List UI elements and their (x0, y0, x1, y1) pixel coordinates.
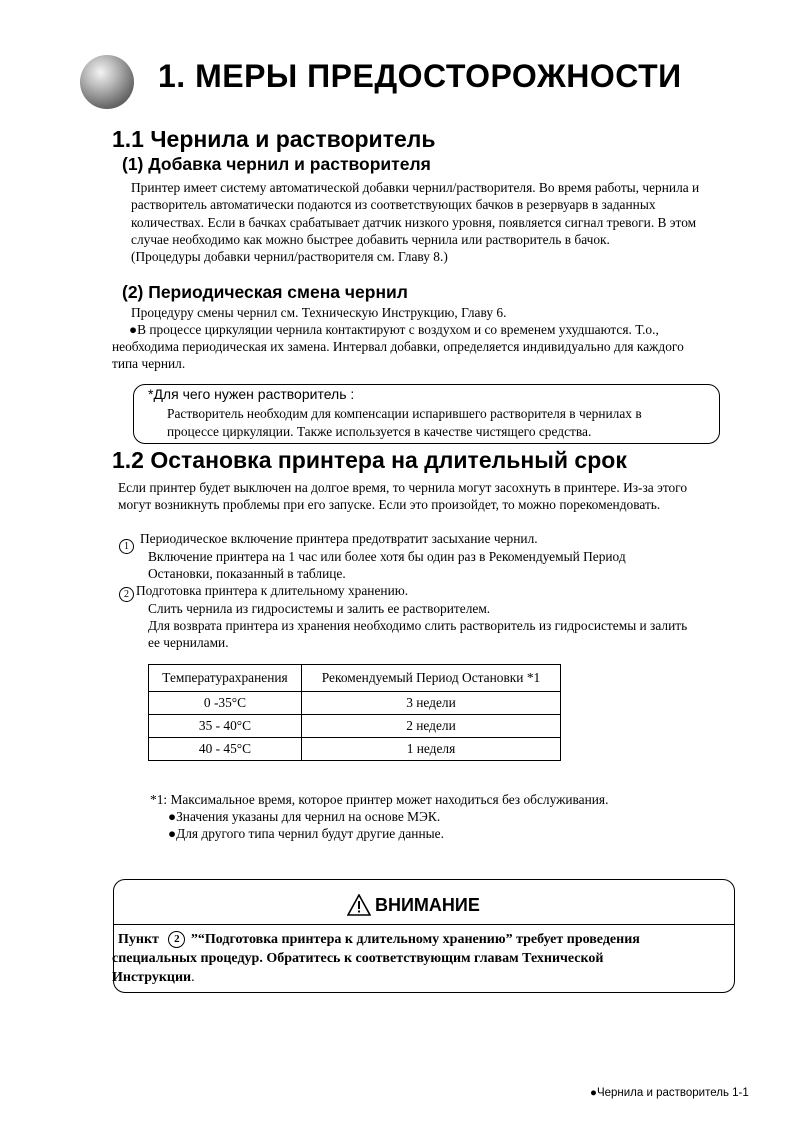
chapter-ball-icon (80, 55, 134, 109)
page-title: 1. МЕРЫ ПРЕДОСТОРОЖНОСТИ (158, 58, 682, 94)
subsection-2-line-4: типа чернил. (112, 356, 186, 371)
item-1-line-2: Остановки, показанный в таблице. (148, 566, 346, 581)
table-header-row (149, 665, 561, 692)
subsection-2-line-1: Процедуру смены чернил см. Техническую Инструкцию, Главу 6. (131, 305, 507, 320)
section-1-1-title: 1.1 Чернила и растворитель (112, 126, 436, 152)
warning-line-3-text: Инструкции (112, 970, 192, 985)
text-line: количествах. Если в бачках срабатывает датчик низкого уровня, появляется сигнал тревоги. В этом (131, 214, 697, 230)
table-row (149, 692, 561, 715)
text-line: растворитель автоматически подаются из соответствующих бачков в резервуарв в заданных (131, 197, 656, 213)
table-cell-temperature: 35 - 40°C (149, 715, 302, 738)
item-2-title: Подготовка принтера к длительному хранению. (136, 583, 409, 598)
warning-prefix: Пункт (118, 932, 159, 947)
item-2-line-2: Для возврата принтера из хранения необходимо слить растворитель из гидросистемы и залить (148, 618, 688, 633)
table-header-temperature: Температурахранения (149, 665, 302, 692)
warning-header (347, 894, 480, 916)
section-1-2-intro-1: Если принтер будет выключен на долгое время, то чернила могут засохнуть в принтере. Из-за этого (118, 480, 688, 495)
text-line: случае необходимо как можно быстрее добавить чернила или растворитель в бачок. (131, 231, 610, 247)
footnote-1: *1: Максимальное время, которое принтер может находиться без обслуживания. (150, 792, 609, 807)
section-1-2-title: 1.2 Остановка принтера на длительный срок (112, 447, 627, 473)
subsection-2-line-2: ●В процессе циркуляции чернила контактируют с воздухом и со временем ухудшаются. Т.о., (129, 322, 659, 337)
item-2-line-3: ее чернилами. (148, 635, 229, 650)
solvent-note-line-2: процессе циркуляции. Также используется в качестве чистящего средства. (167, 424, 592, 439)
table-row (149, 715, 561, 738)
table-cell-temperature: 0 -35°C (149, 692, 302, 715)
solvent-note-line-1: Растворитель необходим для компенсации испарившего растворителя в чернилах в (167, 406, 642, 421)
table-cell-temperature: 40 - 45°C (149, 738, 302, 761)
warning-triangle-icon (347, 894, 371, 916)
warning-line-3-period: . (191, 970, 195, 985)
warning-line-1 (118, 930, 640, 949)
footnote-2: ●Значения указаны для чернил на основе МЭК. (168, 809, 441, 824)
item-2-line-1: Слить чернила из гидросистемы и залить ее растворителем. (148, 601, 491, 616)
item-1-title: Периодическое включение принтера предотвратит засыхание чернил. (140, 531, 538, 546)
subsection-1-title: (1) Добавка чернил и растворителя (122, 154, 431, 174)
subsection-1-text (131, 179, 699, 265)
warning-line-2: специальных процедур. Обратитесь к соответствующим главам Технической (112, 951, 604, 966)
warning-item-number: 2 (168, 931, 185, 948)
subsection-2-title: (2) Периодическая смена чернил (122, 282, 408, 302)
table-header-period: Рекомендуемый Период Остановки *1 (302, 665, 561, 692)
text-line: Принтер имеет систему автоматической добавки чернил/растворителя. Во время работы, чернила и (131, 180, 700, 195)
table-cell-period: 3 недели (302, 692, 561, 715)
item-2-number: 2 (119, 587, 134, 602)
page-footer: ●Чернила и растворитель 1-1 (590, 1087, 749, 1099)
storage-period-table (148, 664, 561, 761)
table-row (149, 738, 561, 761)
table-cell-period: 2 недели (302, 715, 561, 738)
subsection-2-line-3: необходима периодическая их замена. Интервал добавки, определяется индивидуально для каждого (112, 339, 684, 354)
table-cell-period: 1 неделя (302, 738, 561, 761)
warning-line-3 (112, 968, 195, 987)
solvent-note-title: *Для чего нужен растворитель : (148, 386, 355, 402)
warning-title: ВНИМАНИЕ (375, 894, 480, 915)
item-1-line-1: Включение принтера на 1 час или более хотя бы один раз в Рекомендуемый Период (148, 549, 626, 564)
footnote-3: ●Для другого типа чернил будут другие данные. (168, 826, 444, 841)
text-line: (Процедуры добавки чернил/растворителя см. Главу 8.) (131, 249, 448, 265)
warning-rest: ”“Подготовка принтера к длительному хранению” требует проведения (190, 932, 640, 947)
item-1-number: 1 (119, 539, 134, 554)
section-1-2-intro-2: могут возникнуть проблемы при его запуске. Если это произойдет, то можно порекомендовать. (118, 497, 661, 512)
warning-divider (114, 924, 734, 925)
